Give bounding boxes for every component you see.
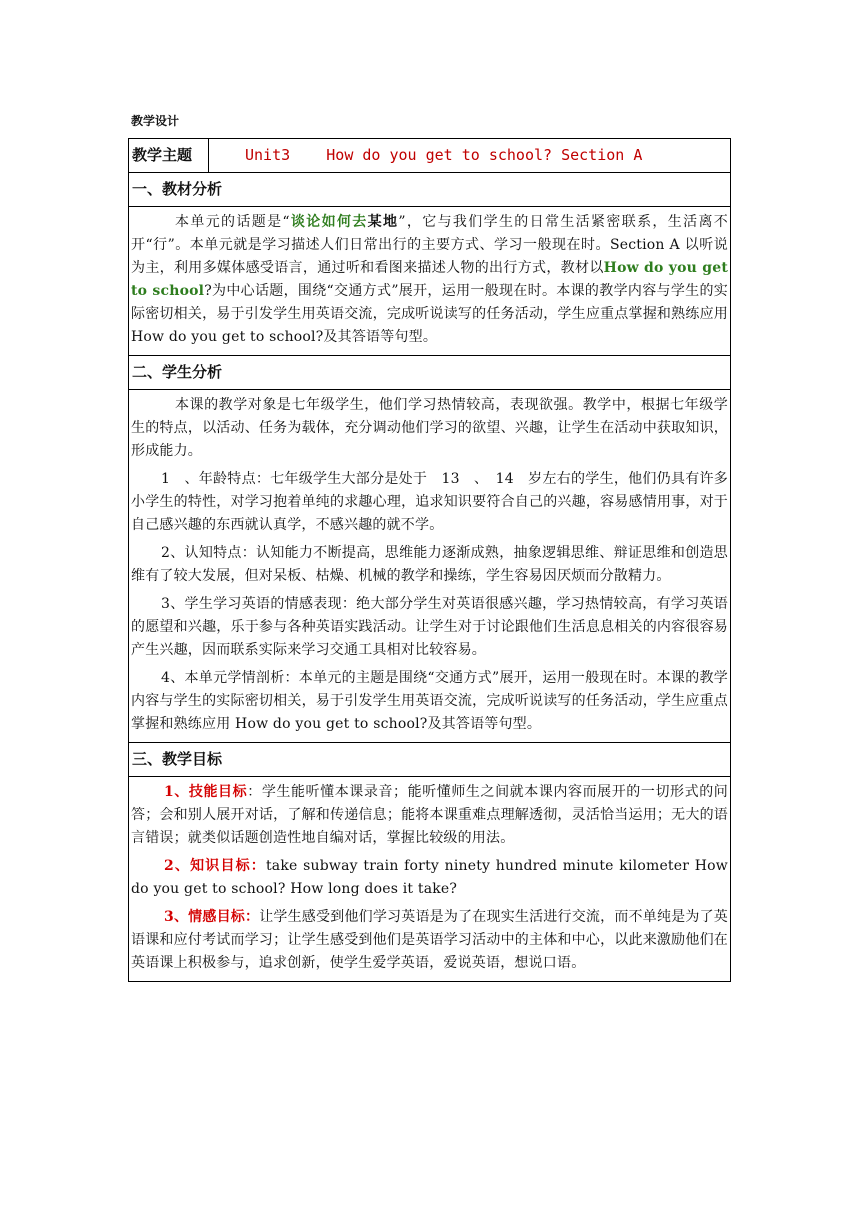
topic-value: Unit3 How do you get to school? Section A xyxy=(209,139,731,173)
goal-knowledge-text: take subway train forty ninety hundred minute kilometer How do you get to school? How long does it take? xyxy=(131,858,728,897)
goal-knowledge-label: 2、知识目标： xyxy=(164,858,266,874)
section2-paragraph-4: 3、学生学习英语的情感表现：绝大部分学生对英语很感兴趣，学习热情较高，有学习英语的愿望和兴趣，乐于参与各种英语实践活动。让学生对于讨论跟他们生活息息相关的内容很容易产生兴趣，因而联系实际来学习交通工具相对比较容易。 xyxy=(131,596,728,658)
highlight-question: How do you get to school xyxy=(131,260,728,299)
section2-paragraph-3: 2、认知特点：认知能力不断提高，思维能力逐渐成熟，抽象逻辑思维、辩证思维和创造思维有了较大发展，但对呆板、枯燥、机械的教学和操练，学生容易因厌烦而分散精力。 xyxy=(131,545,728,584)
section-body-row xyxy=(129,777,731,982)
section-body-row xyxy=(129,390,731,743)
section-body-row xyxy=(129,207,731,356)
topic-row xyxy=(129,139,731,173)
text-segment: ?为中心话题，围绕“交通方式”展开，运用一般现在时。本课的教学内容与学生的实际密切相关，易于引发学生用英语交流，完成听说读写的任务活动，学生应重点掌握和熟练应用 How do you get to school?及其答语等句型。 xyxy=(131,283,729,345)
section-heading-row xyxy=(129,173,731,207)
text-segment: ”，它与我们学生的日常生活紧密联系，生活离不开“行”。本单元就是学习描述人们日常出行的主要方式、学习一般现在时。Section A 以听说为主，利用多媒体感受语言，通过听和看图来描述人物的出行方式，教材以 xyxy=(131,214,729,276)
section2-paragraph-2: 1 、年龄特点：七年级学生大部分是处于 13 、 14 岁左右的学生，他们仍具有许多小学生的特性，对学习抱着单纯的求趣心理，追求知识要符合自己的兴趣，容易感情用事，对于自己感兴趣的东西就认真学，不感兴趣的就不学。 xyxy=(131,471,728,533)
lesson-plan-table xyxy=(128,138,731,982)
page-label: 教学设计 xyxy=(131,114,180,128)
goal-emotion-label: 3、情感目标： xyxy=(164,909,260,925)
section3-body xyxy=(129,777,731,982)
goal-skill xyxy=(131,781,728,850)
section1-heading: 一、教材分析 xyxy=(129,173,731,207)
section1-paragraph xyxy=(131,211,728,349)
goal-knowledge xyxy=(131,855,728,901)
section-heading-row xyxy=(129,356,731,390)
goal-emotion-text: 让学生感受到他们学习英语是为了在现实生活进行交流，而不单纯是为了英语课和应付考试而学习；让学生感受到他们是英语学习活动中的主体和中心，以此来激励他们在英语课上积极参与，追求创新，使学生爱学英语，爱说英语，想说口语。 xyxy=(131,909,728,971)
goal-skill-label: 1、技能目标 xyxy=(164,784,248,800)
section3-heading: 三、教学目标 xyxy=(129,743,731,777)
topic-label: 教学主题 xyxy=(129,139,209,173)
section2-heading: 二、学生分析 xyxy=(129,356,731,390)
section-heading-row xyxy=(129,743,731,777)
section2-paragraph-1: 本课的教学对象是七年级学生，他们学习热情较高，表现欲强。教学中，根据七年级学生的特点，以活动、任务为载体，充分调动他们学习的欲望、兴趣，让学生在活动中获取知识，形成能力。 xyxy=(131,397,728,459)
text-segment: 本单元的话题是“ xyxy=(175,214,290,230)
goal-skill-text: ：学生能听懂本课录音；能听懂师生之间就本课内容而展开的一切形式的问答；会和别人展开对话，了解和传递信息；能将本课重难点理解透彻，灵活恰当运用；无大的语言错误；就类似话题创造性地自编对话，掌握比较级的用法。 xyxy=(131,784,728,846)
section1-body xyxy=(129,207,731,356)
goal-emotion xyxy=(131,906,728,975)
highlight-topic-suffix: 某地 xyxy=(367,214,399,230)
section2-body xyxy=(129,390,731,743)
section2-paragraph-5: 4、本单元学情剖析：本单元的主题是围绕“交通方式”展开，运用一般现在时。本课的教学内容与学生的实际密切相关，易于引发学生用英语交流，完成听说读写的任务活动，学生应重点掌握和熟练应用 How do you get to school?及其答语等句型。 xyxy=(131,670,728,732)
highlight-topic: 谈论如何去 xyxy=(289,214,368,230)
